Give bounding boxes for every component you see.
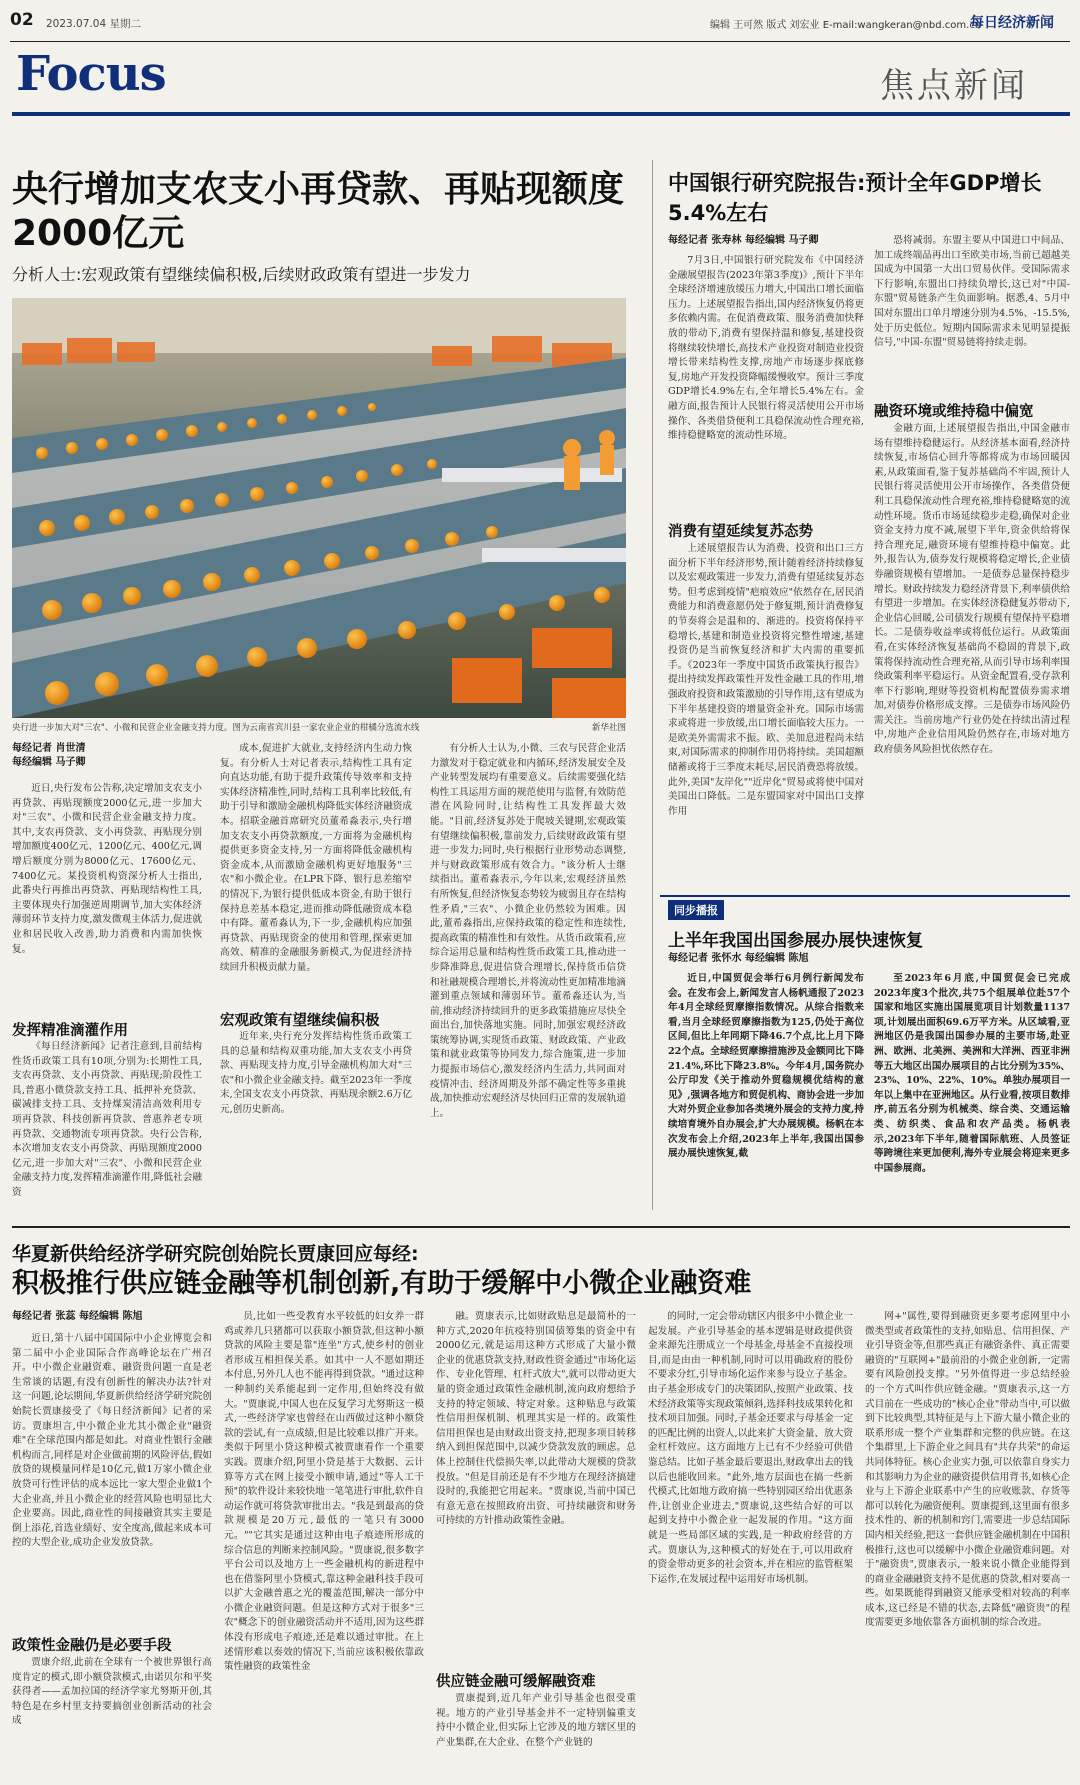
right-column-2b: 金融方面,上述展望报告指出,中国金融市场有望维持稳健运行。从经济基本面看,经济持续恢复,市场信心回升等都将成为市场回暖因素,从政策面看,鉴于复苏基础尚不牢固,预计人民银行将灵活使用公开市场操作、各类借贷便利工具稳保流动性合理充裕,维持稳健略宽的流动性环境。货币市场延续稳步走稳,确保对企业资金支持力度不减,展望下半年,资金供给将保持合理充足,融资环境有望维持稳中偏宽。此外,报告认为,债券发行规模将稳定增长,企业债券融资规模有望增加。一是债券总量保持稳步增长。财政持续发力稳经济背景下,利率债供给有望进一步增加。在实体经济稳健复苏带动下,企业信心回暖,公司债发行规模有望保持平稳增长。二是债券收益率或将低位运行。从政策面看,在实体经济恢复基础尚不稳固的背景下,政策将保持流动性合理充裕,从而引导市场利率围绕政策利率平稳运行。从资金配置看,受存款利率下行影响,理财等投资机构配置债券需求增加,对债券价格形成支撑。三是债券市场风险仍需关注。当前房地产行业仍处在持续出清过程中,房地产企业信用风险仍然存在,市场对地方政府债务风险担忧依然存在。 [874,423,1070,756]
bottom-rule [12,1226,1070,1228]
right-column-1: 7月3日,中国银行研究院发布《中国经济金融展望报告(2023年第3季度)》,预计下半年全球经济增速放缓压力增大,中国出口增长面临压力。上述展望报告指出,国内经济恢复仍将更多依赖内需。在促消费政策、服务消费加快释放的带动下,消费有望保持温和修复,基建投资将继续较快增长,高技术产业投资对制造业投资增长带来结构性支撑,房地产市场逐步探底修复,房地产开发投资降幅缓慢收窄。预计三季度GDP增长4.9%左右,全年增长5.4%左右。金融方面,报告预计人民银行将灵活使用公开市场操作、各类借贷便利工具稳保流动性合理充裕,维持稳健略宽的流动性环境。 [668,255,864,442]
bottom-byline: 每经记者 张蕊 每经编辑 陈旭 [12,1311,143,1322]
bottom-column-5: 网+"属性,要得到融资更多要考虑网里中小微类型或者政策性的支持,如贴息、信用担保、产业引导资金等,但那些真正有融资条件、真正需要融资的"互联网+"最前沿的小微企业创新,一定需要有风险创投支撑。"另外值得进一步总结经验的一个方式叫作供应链金融。"贾康表示,这一方式目前在一些成功的"核心企业"带动当中,可以做到下比较典型,其特征是与上下游大量小微企业的联系形成一整个产业集群和完整的供应链。在这个集群里,上下游企业之间具有"共存共荣"的命运共同体特征。核心企业实力强,可以依靠自身实力和其影响力为企业的融资提供信用背书,如核心企业与上下游企业联系中产生的应收账款、存货等都可以转化为融资便利。贾康提到,这里面有很多技术性的、新的机制和窍门,需要进一步总结国际国内相关经验,把这一套供应链金融机制在中国积极推行,这也可以缓解中小微企业融资难问题。对于"融资贵",贾康表示,一般来说小微企业能得到的商业金融融资支持不是优惠的贷款,相对要高一些。如果既能得到融资又能承受相对较高的利率成本,这已经是不错的状态,去降低"融资贵"的程度需要更多地依靠各方面机制的综合改进。 [865,1311,1070,1629]
caption-credit: 新华社图 [591,723,626,733]
section-title-en: Focus [16,46,166,102]
bottom-subhead-1: 政策性金融仍是必要手段 [12,1638,172,1654]
bottom-column-1: 近日,第十八届中国国际中小企业博览会和第二届中小企业国际合作高峰论坛在广州召开。中小微企业融资难、融资贵问题一直是老生常谈的话题,有没有创新性的解决办法?针对这一问题,论坛期间,华夏新供给经济学研究院创始院长贾康接受了《每日经济新闻》记者的采访。贾康坦言,中小微企业尤其小微企业"融资难"在全球范围内都是如此。对商业性银行金融机构而言,同样是对企业做前期的风险评估,假如放贷的规模量同样是10亿元,做1万家小微企业放贷可行性评估的成本远比一家大型企业做1个大企业高,并且小微企业的经营风险也明显比大企业要高。因此,商业性的间接融资其实主要是倒上添花,首选业绩好、安全度高,做起来成本可控的大型企业,成功企业发放贷款。 [12,1333,212,1549]
lead-reporter: 每经记者 肖世清 [12,743,86,754]
lead-byline [12,742,202,770]
newspaper-brand: 每日经济新闻 [970,15,1054,31]
page-header [10,8,1070,42]
bottom-subhead-3: 供应链金融可缓解融资难 [436,1674,596,1690]
bottom-column-2: 员,比如一些受教育水平较低的妇女养一群鸡或养几只猪都可以获取小额贷款,但这种小额贷款的风险主要是靠"连坐"方式,使乡村的创业者形成互相担保关系。如其中一人不愿如期还本付息,另外几人也不能再得到贷款。"通过这种一种制约关系能起到一定作用,但始终没有做大。"贾康说,中国人也在反复学习尤努斯这一模式,一些经济学家也曾经在山西做过这种小额贷款的尝试,有一点成绩,但是比较难以推广开来。类似于阿里小贷这种模式被贾康看作一个重要实践。贾康介绍,阿里小贷是基于大数据、云计算等方式在网上接受小额申请,通过"等人工干预"的软件设计来较快地一笔笔进行审批,软件自动运作就可将贷款审批出去。"我是到最高的贷款规模是20万元,最低的一笔只有3000元。""它其实是通过这种由电子痕迹所形成的综合信息的判断来控制风险。"贾康说,很多数字平台公司以及地方上一些金融机构的新进程中也在借鉴阿里小贷模式,靠这种金融科技手段可以扩大金融普惠之光的覆盖范围,解决一部分中小微企业融资问题。但是这种方式对于很多"三农"概念下的创业融资活动并不适用,因为这些群体没有形成电子痕迹,还是难以通过审批。在上述情形难以奏效的情况下,当前应该积极依靠政策性融资的政策性金 [224,1311,424,1673]
sync-column-1: 近日,中国贸促会举行6月例行新闻发布会。在发布会上,新闻发言人杨帆通报了2023年4月全球经贸摩擦指数情况。从综合指数来看,当月全球经贸摩擦指数为125,仍处于高位区间,但比上年同期下降46.7个点,比上月下降22个点。全球经贸摩擦措施涉及金额同比下降21.4%,环比下降23.8%。今年4月,国务院办公厅印发《关于推动外贸稳规模优结构的意见》,强调各地方和贸促机构、商协会进一步加大对外贸企业参加各类境外展会的支持力度,持续培育境外自办展会,扩大办展规模。杨帆在本次发布会上介绍,2023年上半年,我国出国参展办展快速恢复,截 [668,973,864,1160]
lead-column-1b: 《每日经济新闻》记者注意到,目前结构性货币政策工具有10项,分别为:长期性工具,支农再贷款、支小再贷款、再贴现;阶段性工具,普惠小微贷款支持工具、抵押补充贷款、碳减排支持工具、支持煤炭清洁高效利用专项再贷款、科技创新再贷款、普惠养老专项再贷款、交通物流专项再贷款。央行公告称,本次增加支农支小再贷款、再贴现额度2000亿元,进一步加大对"三农"、小微和民营企业金融支持力度,发挥精准滴灌作用,降低社会融资 [12,1041,202,1198]
section-title-cn: 焦点新闻 [880,66,1028,106]
bottom-column-1b: 贾康介绍,此前在全球有一个被世界银行高度肯定的模式,即小额贷款模式,由诺贝尔和平奖获得者——孟加拉国的经济学家尤努斯开创,其特色是在乡村里支持要搞创业创新活动的社会成 [12,1657,212,1727]
bottom-column-4: 的同时,一定会带动辖区内很多中小微企业一起发展。产业引导基金的基本逻辑是财政提供资金来源先注册成立一个母基金,母基金不直接投项目,而是由由一种机制,同时可以用确政府的股份不要求分红,引导市场化运作来参与设立子基金。由子基金形成专门的决策团队,按照产业政策、技术经济政策等实现政策倾斜,选择科技成果转化和技术项目加强。同时,子基金还要求与母基金一定的匹配比例的出资人,以此来扩大资金量、放大资金杠杆效应。这方面地方上已有不少经验可供借鉴总结。比如子基金最后要退出,财政拿出去的钱以后也能收回来。"此外,地方层面也在搞一些新代模式,比如地方政府搞一些特别园区给出优惠条件,让创业企业进去,"贾康说,这些结合好的可以起到支持中小微企业一起发展的作用。"这方面就是一些局部区域的实践,是一种政府经营的方式。贾康认为,这种模式的好处在于,可以用政府的资金带动更多的社会资本,并在相应的监管框架下运作,在发展过程中运用好市场机制。 [648,1311,853,1585]
issue-date: 2023.07.04 星期二 [46,18,141,30]
right-subhead-2: 融资环境或维持稳中偏宽 [874,404,1034,420]
lead-subhead-1: 发挥精准滴灌作用 [12,1023,128,1039]
sorting-line-photo [12,298,626,718]
caption-text: 央行进一步加大对"三农"、小微和民营企业金融支持力度。图为云南省宾川县一家农业企业的柑橘分选流水线 [12,723,420,733]
lead-column-2b: 近年来,央行充分发挥结构性货币政策工具的总量和结构双重功能,加大支农支小再贷款、再贴现支持力度,引导金融机构加大对"三农"和小微企业金融支持。截至2023年一季度末,全国支农支小再贷款、再贴现余额2.6万亿元,创历史新高。 [220,1031,412,1115]
editor-info: 编辑 王可然 版式 刘宏业 E-mail:wangkeran@nbd.com.cn [710,20,982,31]
sync-headline: 上半年我国出国参展办展快速恢复 [668,931,923,951]
lead-column-2: 成本,促进扩大就业,支持经济内生动力恢复。有分析人士对记者表示,结构性工具有定向直达功能,有助于提升政策传导效率和支持实体经济精准性,同时,结构工具利率比较低,有助于引导和激励金融机构降低实体经济融资成本。招联金融首席研究员董希淼表示,央行增加支农支小再贷款额度,一方面将为金融机构提供更多资金支持,另一方面将降低金融机构资金成本,从而激励金融机构更好地服务"三农"和小微企业。在LPR下降、银行息差缩窄的情况下,为银行提供低成本资金,有助于银行保持息差基本稳定,进而推动降低融资成本稳中有降。董希淼认为,下一步,金融机构应加强再贷款、再贴现资金的使用和管理,探索更加高效、精准的金融服务新模式,为促进经济持续回升积极贡献力量。 [220,743,412,973]
bottom-headline: 积极推行供应链金融等机制创新,有助于缓解中小微企业融资难 [12,1268,752,1299]
lead-column-1: 近日,央行发布公告称,决定增加支农支小再贷款、再贴现额度2000亿元,进一步加大对"三农"、小微和民营企业金融支持力度。其中,支农再贷款、支小再贷款、再贴现分别增加额度400亿元、1200亿元、400亿元,调增后额度分别为8000亿元、17600亿元、7400亿元。某投资机构资深分析人士指出,此番央行再推出再贷款、再贴现结构性工具,主要体现央行加强逆周期调节,加大实体经济薄弱环节支持力度,激发微观主体活力,促进就业和居民收入改善,助力消费和内需加快恢复。 [12,783,202,955]
right-headline: 中国银行研究院报告:预计全年GDP增长5.4%左右 [668,171,1042,225]
right-byline: 每经记者 张寿林 每经编辑 马子卿 [668,235,819,246]
page-number: 02 [10,10,34,30]
right-subhead-1: 消费有望延续复苏态势 [668,524,813,540]
lead-column-3: 有分析人士认为,小微、三农与民营企业活力激发对于稳定就业和内循环,经济发展安全及产业转型发展均有重要意义。后续需要强化结构性工具运用方面的规范使用与监督,有效防范潜在风险同时,让结构性工具发挥最大效能。"目前,经济复苏处于爬坡关键期,宏观政策有望继续偏积极,靠前发力,后续财政政策有望进一步发力;同时,央行根据行业形势动态调整,并与财政政策形成有效合力。"该分析人士继续指出。董希淼表示,今年以来,宏观经济虽然有所恢复,但经济恢复态势较为疲弱且存在结构性矛盾,"三农"、小微企业仍然较为困难。因此,董希淼指出,应保持政策的稳定性和连续性,提高政策的精准性和有效性。从货币政策看,应综合运用总量和结构性货币政策工具,推动进一步降准降息,促进信贷合理增长,保持货币信贷和社融规模合理增长,并将流动性更加精准地滴灌到重点领域和薄弱环节。董希淼还认为,当前,推动经济持续回升的更多政策措施应尽快全面出台,加快落地实施。同时,加强宏观经济政策统筹协调,实现货币政策、财政政策、产业政策和就业政策等协同发力,综合施策,进一步加力提振市场信心,激发经济内生活力,共同面对疫情冲击、经济周期及外部不确定性等多重挑战,加快推动宏观经济尽快回归正常的发展轨道上。 [430,743,626,1119]
header-rule [12,112,1070,116]
bottom-column-3b: 贾康提到,近几年产业引导基金也很受重视。地方的产业引导基金并不一定特别偏重支持中小微企业,但实际上它涉及的地方辖区里的产业集群,在大企业、在整个产业链的 [436,1693,636,1748]
lead-editor: 每经编辑 马子卿 [12,757,86,768]
bottom-kicker: 华夏新供给经济学研究院创始院长贾康回应每经: [12,1243,419,1265]
column-divider [652,160,653,1210]
sync-byline: 每经记者 张怀水 每经编辑 陈旭 [668,953,809,964]
right-column-2: 恐将减弱。东盟主要从中国进口中间品、加工成终端品再出口至欧美市场,当前已超越美国成为中国第一大出口贸易伙伴。受国际需求下行影响,东盟出口持续负增长,这已对"中国-东盟"贸易链条产生负面影响。据悉,4、5月中国对东盟出口单月增速分别为4.5%、-15.5%,处于历史低位。短期内国际需求未见明显提振信号,"中国-东盟"贸易链将持续走弱。 [874,235,1070,349]
sync-column-2: 至2023年6月底,中国贸促会已完成2023年度3个批次,共75个组展单位赴57个国家和地区实施出国展览项目计划数量1137项,计划展出面积69.6万平方米。从区域看,亚洲地区仍是我国出国参办展的主要市场,赴亚洲、欧洲、北美洲、美洲和大洋洲、西亚非洲等五大地区出国办展项目的占比分别为35%、23%、10%、22%、10%。单独办展项目一年以上集中在亚洲地区。从行业看,按项目数排序,前五名分别为机械类、综合类、交通运输类、纺织类、食品和农产品类。杨帆表示,2023年下半年,随着国际航班、人员签证等跨境往来更加便利,海外专业展会将迎来更多中国参展商。 [874,973,1070,1174]
sync-news-tag: 同步播报 [668,900,724,920]
bottom-column-3: 融。贾康表示,比如财政贴息是最简朴的一种方式,2020年抗疫特别国债筹集的资金中有2000亿元,就是运用这种方式形成了大量小微企业的优惠贷款支持,财政性资金通过"市场化运作、专业化管理、杠杆式放大",就可以带动更大量的资金通过政策性金融机制,流向政府想给予支持的特定领域、特定对象。这种贴息与政策性信用担保机制、机理其实是一样的。政策性信用担保也是由财政出资支持,把现多项目转移纳入到担保范围中,以减少贷款发放的顾虑。总体上控制住代偿损失率,以此带动大规模的贷款投放。"但是目前还是有不少地方在现经济搞建设时的,我能把它用起来。"贾康说,当前中国已有意无意在按照政府出资、可持续融资和财务可持续的方针推动政策性金融。 [436,1311,636,1527]
lead-headline: 央行增加支农支小再贷款、再贴现额度2000亿元 [12,169,625,254]
lead-subhead-2: 宏观政策有望继续偏积极 [220,1013,380,1029]
lead-subheadline: 分析人士:宏观政策有望继续偏积极,后续财政政策有望进一步发力 [12,265,471,284]
photo-caption [12,721,626,733]
right-column-1b: 上述展望报告认为消费、投资和出口三方面分析下半年经济形势,预计随着经济持续修复以及宏观政策进一步发力,消费有望延续复苏态势。但考虑到疫情"疤痕效应"依然存在,居民消费能力和消费意愿仍处于修复期,预计消费修复的节奏将会是温和的、渐进的。投资将保持平稳增长,基建和制造业投资将完整性增速,基建投资仍是当前恢复经济和扩大内需的重要抓手。《2023年一季度中国货币政策执行报告》提出持续发挥政策性开发性金融工具的作用,增强政府投资和政策激励的引导作用,这有望成为下半年基建投资的增量资金补充。国际市场需求或将进一步放缓,出口增长面临较大压力。一是欧美外需需求不振。欧、美加息进程尚未结束,对国际需求的抑制作用仍将持续。美国超额储蓄或将于三季度末耗尽,居民消费恐将放缓。此外,美国"友岸化""近岸化"贸易或将使中国对美国出口降低。二是东盟国家对中国出口支撑作用 [668,543,864,817]
